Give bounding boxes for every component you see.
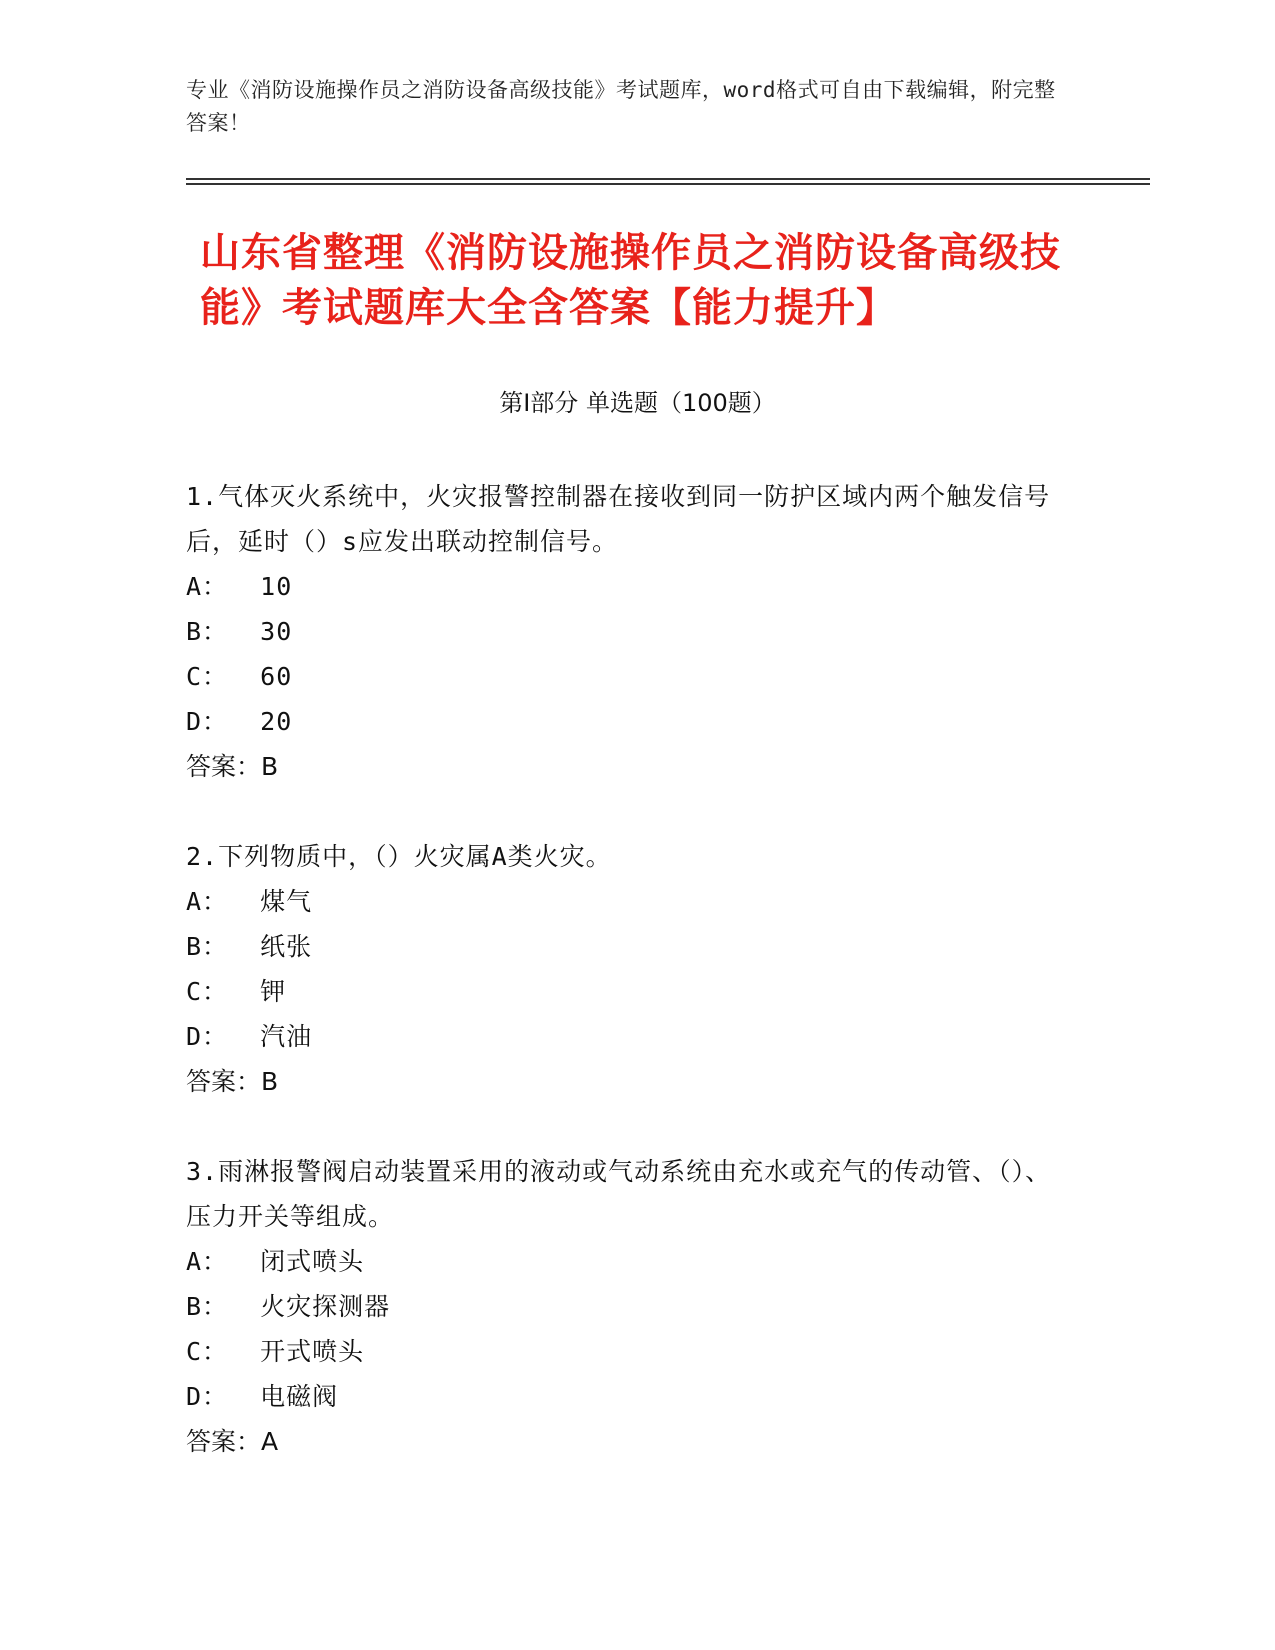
option-b: B： 30	[186, 617, 293, 646]
option-b: B： 火灾探测器	[186, 1292, 391, 1321]
option-c: C： 钾	[186, 977, 287, 1006]
document-title: 山东省整理《消防设施操作员之消防设备高级技能》考试题库大全含答案【能力提升】	[200, 230, 1061, 331]
answer-line: 答案：A	[186, 1427, 279, 1456]
option-d: D： 20	[186, 707, 293, 736]
question-stem: 2.下列物质中，（）火灾属A类火灾。	[186, 842, 612, 871]
option-a: A： 煤气	[186, 887, 313, 916]
header-divider-bottom	[186, 183, 1150, 185]
option-d: D： 电磁阀	[186, 1382, 339, 1411]
option-c: C： 60	[186, 662, 293, 691]
question-stem: 1.气体灭火系统中，火灾报警控制器在接收到同一防护区域内两个触发信号后，延时（）s应发出联动控制信号。	[186, 482, 1051, 556]
header-note: 专业《消防设施操作员之消防设备高级技能》考试题库，word格式可自由下载编辑，附完整答案！	[186, 78, 1056, 135]
question-list	[186, 474, 1066, 1509]
question-item	[186, 474, 1066, 789]
question-item	[186, 1149, 1066, 1464]
option-a: A： 10	[186, 572, 293, 601]
option-d: D： 汽油	[186, 1022, 313, 1051]
option-c: C： 开式喷头	[186, 1337, 365, 1366]
answer-line: 答案：B	[186, 1067, 279, 1096]
question-stem: 3.雨淋报警阀启动装置采用的液动或气动系统由充水或充气的传动管、（）、压力开关等组成。	[186, 1157, 1052, 1231]
answer-line: 答案：B	[186, 752, 279, 781]
option-a: A： 闭式喷头	[186, 1247, 365, 1276]
option-b: B： 纸张	[186, 932, 313, 961]
section-title: 第Ⅰ部分 单选题（100题）	[499, 389, 776, 417]
question-item	[186, 834, 1066, 1104]
header-divider-top	[186, 178, 1150, 180]
